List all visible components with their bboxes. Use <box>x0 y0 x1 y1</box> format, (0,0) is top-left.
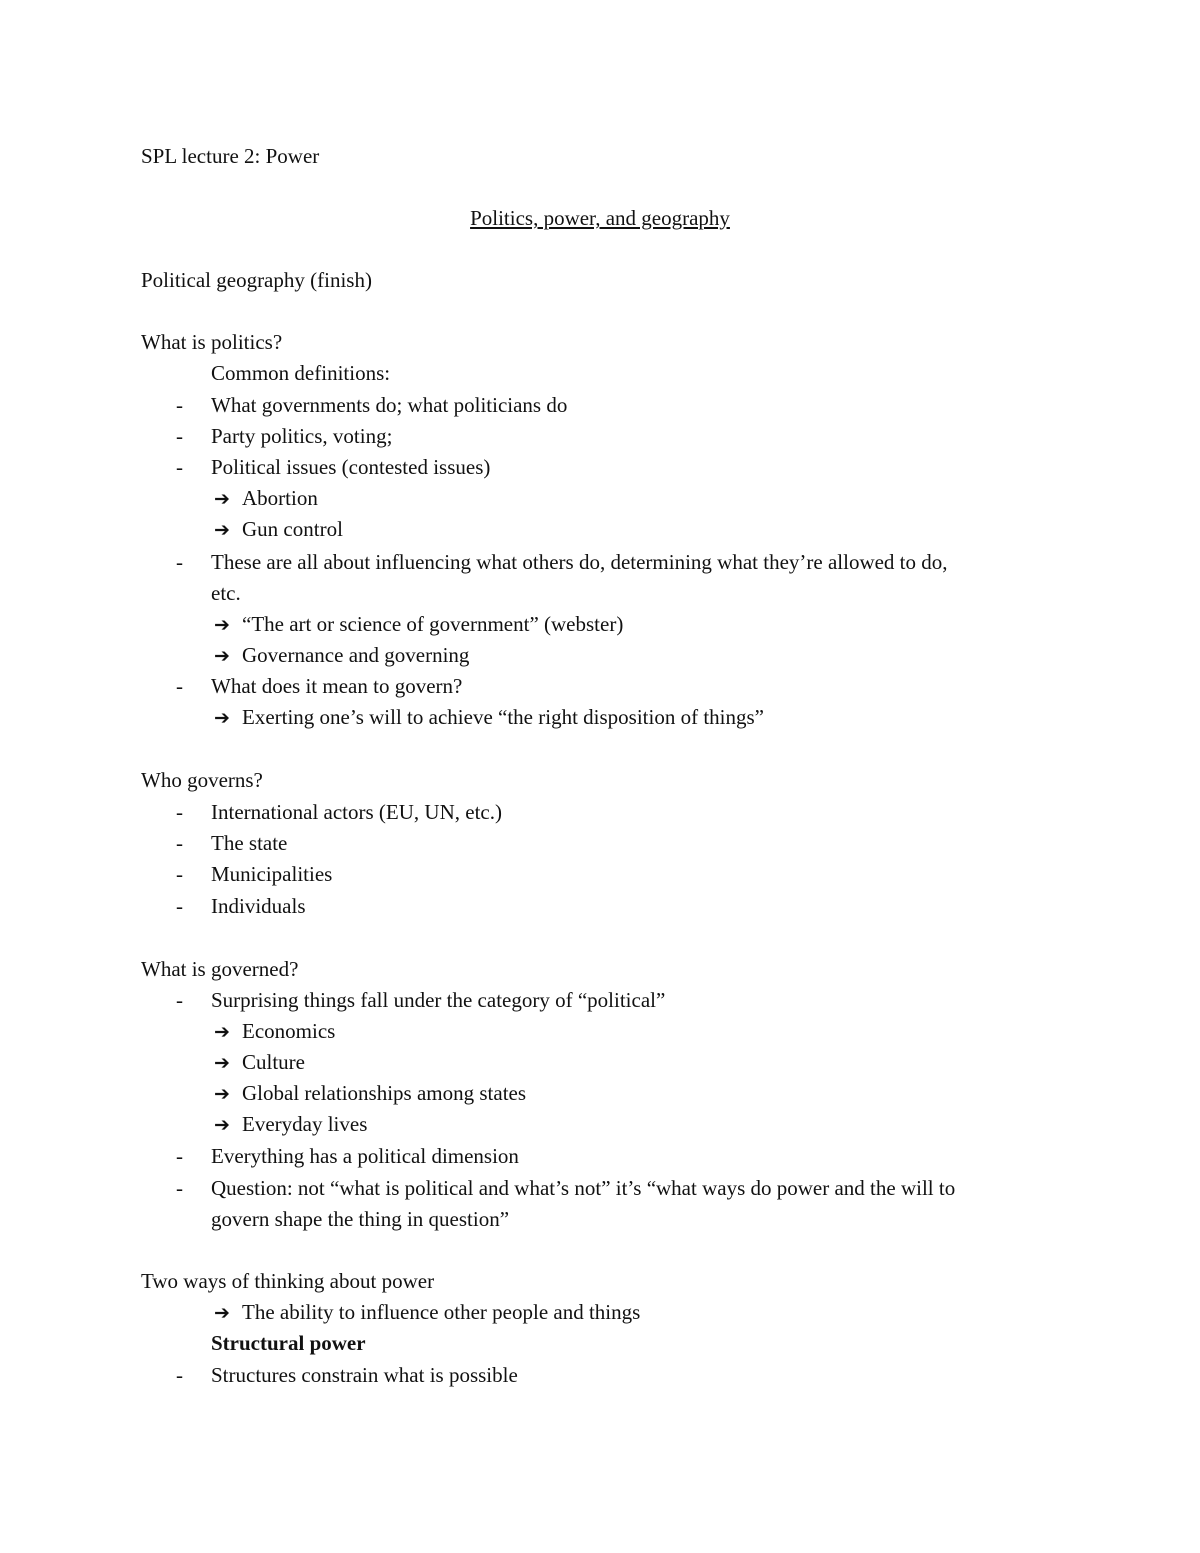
common-definitions-label: Common definitions: <box>211 361 391 385</box>
list-item: Municipalities <box>211 862 333 886</box>
question-what-is-politics: What is politics? <box>141 330 283 354</box>
list-item: These are all about influencing what others do, determining what they’re allowed to do, <box>211 550 948 574</box>
main-heading: Politics, power, and geography <box>470 206 730 230</box>
arrow-list-item <box>214 642 469 668</box>
list-item: Political issues (contested issues) <box>211 455 491 479</box>
arrow-right-icon: ➔ <box>214 488 230 510</box>
arrow-item-text: The ability to influence other people and things <box>242 1300 641 1324</box>
bullet-dash: - <box>176 393 183 417</box>
arrow-list-item <box>214 1111 367 1137</box>
arrow-right-icon: ➔ <box>214 1083 230 1105</box>
bullet-dash: - <box>176 894 183 918</box>
arrow-right-icon: ➔ <box>214 1302 230 1324</box>
list-item: Surprising things fall under the category of “political” <box>211 988 666 1012</box>
arrow-item-text: Exerting one’s will to achieve “the right disposition of things” <box>242 705 764 729</box>
section-political-geography: Political geography (finish) <box>141 268 372 292</box>
section-two-ways-power: Two ways of thinking about power <box>141 1269 435 1293</box>
list-item: Question: not “what is political and what’s not” it’s “what ways do power and the will to <box>211 1176 956 1200</box>
arrow-item-text: Culture <box>242 1050 305 1074</box>
arrow-right-icon: ➔ <box>214 707 230 729</box>
arrow-right-icon: ➔ <box>214 1052 230 1074</box>
bullet-dash: - <box>176 831 183 855</box>
bullet-dash: - <box>176 1363 183 1387</box>
bullet-dash: - <box>176 424 183 448</box>
arrow-item-text: “The art or science of government” (webster) <box>242 612 624 636</box>
arrow-item-text: Gun control <box>242 517 343 541</box>
document-title: SPL lecture 2: Power <box>141 144 320 168</box>
list-item: The state <box>211 831 288 855</box>
arrow-right-icon: ➔ <box>214 1021 230 1043</box>
arrow-list-item <box>214 1049 305 1075</box>
list-item: What does it mean to govern? <box>211 674 463 698</box>
list-item: Party politics, voting; <box>211 424 393 448</box>
list-item: Structures constrain what is possible <box>211 1363 518 1387</box>
arrow-item-text: Abortion <box>242 486 318 510</box>
arrow-list-item <box>214 611 623 637</box>
arrow-list-item <box>214 1018 335 1044</box>
arrow-right-icon: ➔ <box>214 519 230 541</box>
bullet-dash: - <box>176 988 183 1012</box>
subheading-structural-power: Structural power <box>211 1331 366 1355</box>
arrow-item-text: Everyday lives <box>242 1112 368 1136</box>
arrow-item-text: Governance and governing <box>242 643 470 667</box>
arrow-item-text: Global relationships among states <box>242 1081 527 1105</box>
arrow-list-item <box>214 516 343 542</box>
arrow-right-icon: ➔ <box>214 614 230 636</box>
arrow-right-icon: ➔ <box>214 645 230 667</box>
arrow-right-icon: ➔ <box>214 1114 230 1136</box>
list-item: Everything has a political dimension <box>211 1144 519 1168</box>
bullet-dash: - <box>176 800 183 824</box>
arrow-list-item <box>214 704 764 730</box>
list-item-continuation: etc. <box>211 581 241 605</box>
bullet-dash: - <box>176 862 183 886</box>
bullet-dash: - <box>176 1176 183 1200</box>
arrow-list-item <box>214 485 318 511</box>
arrow-item-text: Economics <box>242 1019 336 1043</box>
list-item-continuation: govern shape the thing in question” <box>211 1207 510 1231</box>
list-item: What governments do; what politicians do <box>211 393 568 417</box>
bullet-dash: - <box>176 674 183 698</box>
bullet-dash: - <box>176 455 183 479</box>
arrow-list-item <box>214 1299 640 1325</box>
list-item: International actors (EU, UN, etc.) <box>211 800 502 824</box>
list-item: Individuals <box>211 894 306 918</box>
question-what-is-governed: What is governed? <box>141 957 299 981</box>
arrow-list-item <box>214 1080 526 1106</box>
question-who-governs: Who governs? <box>141 768 263 792</box>
bullet-dash: - <box>176 1144 183 1168</box>
bullet-dash: - <box>176 550 183 574</box>
